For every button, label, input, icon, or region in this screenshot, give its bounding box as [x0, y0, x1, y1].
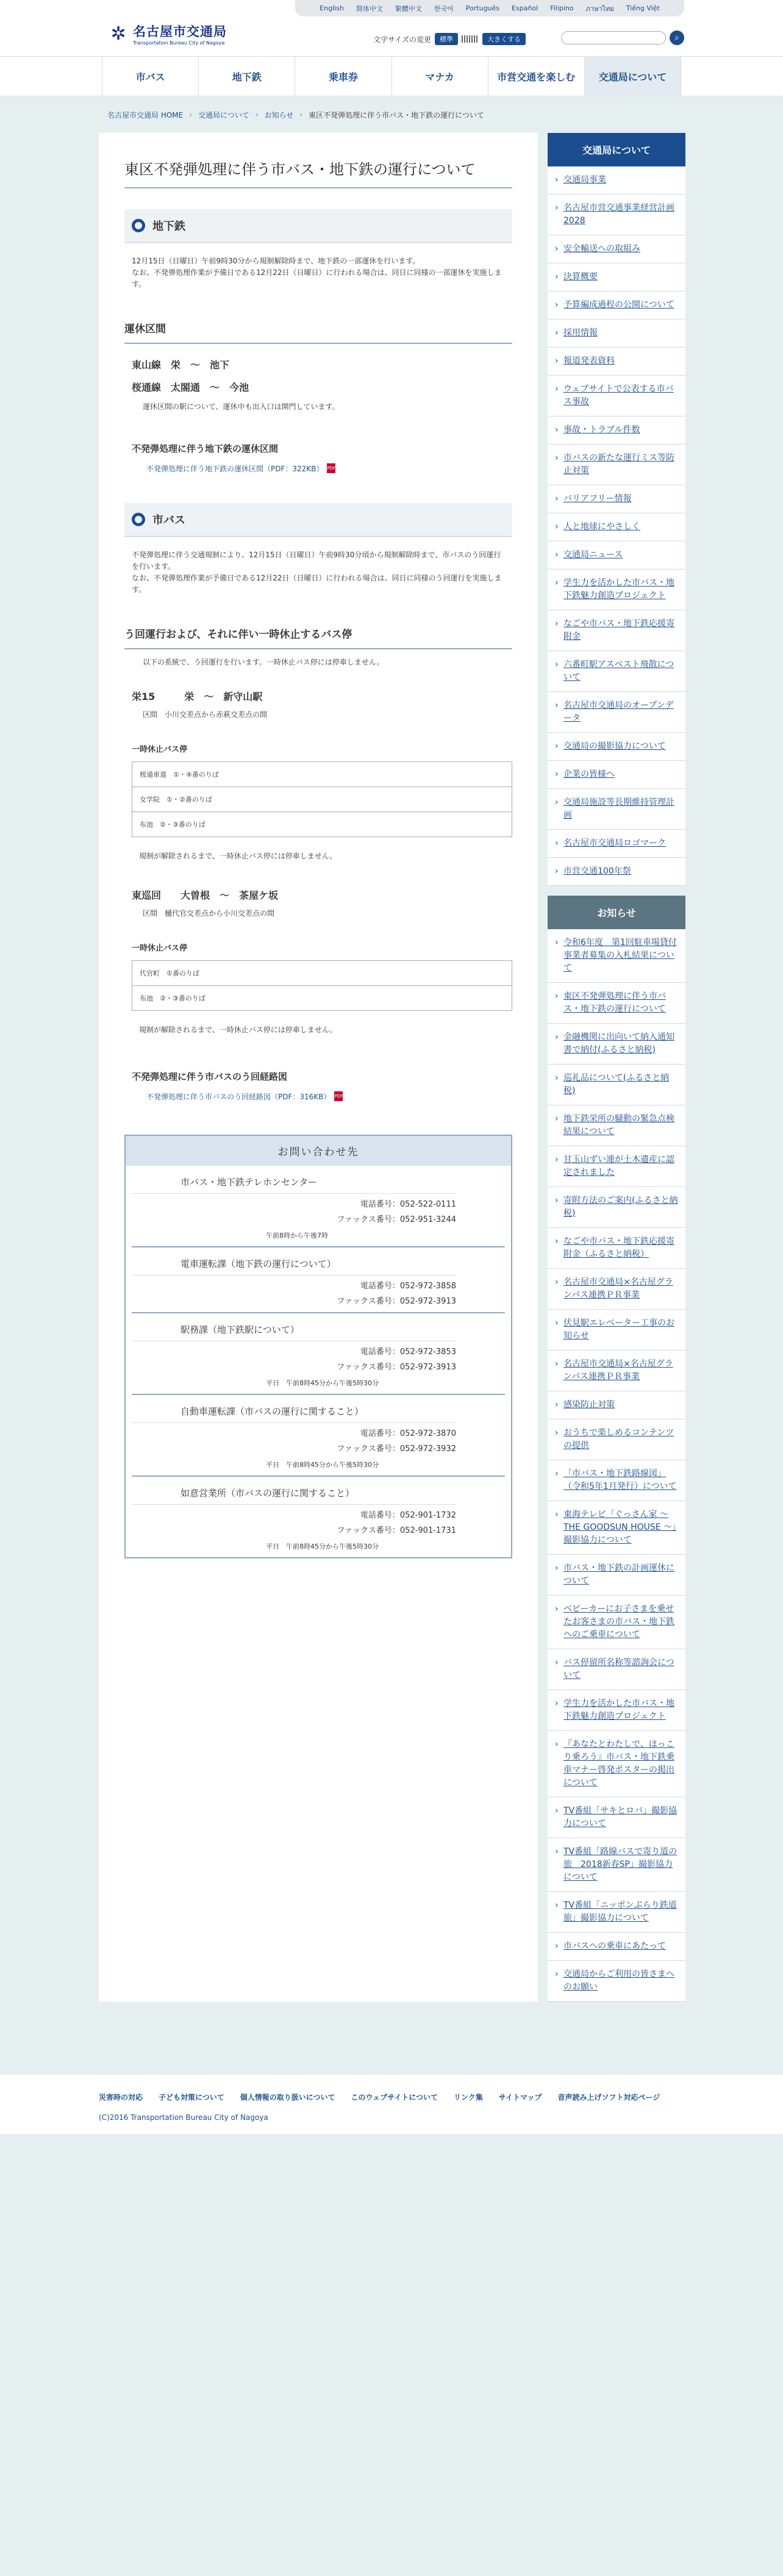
sidebar-news-list — [548, 929, 685, 2002]
contact-fax: ファックス番号：052-972-3913 — [337, 1362, 456, 1372]
footer-link[interactable]: このウェブサイトについて — [351, 2093, 438, 2102]
chevron-right-icon: › — [555, 384, 559, 394]
contact-item — [132, 1477, 505, 1557]
route-note: 運休区間の駅について、運休中も出入口は開門しています。 — [143, 402, 340, 411]
sidebar-news-item[interactable] — [548, 1146, 685, 1187]
nav-tickets[interactable]: 乗車券 — [295, 57, 391, 96]
search-icon[interactable]: ⌕ — [670, 30, 684, 45]
contact-name: 自動車運転課（市バスの運行に関すること） — [132, 1405, 456, 1423]
detour-section-heading: う回運行および、それに伴い一時休止するバス停 — [124, 626, 512, 649]
sidebar-news-item[interactable] — [548, 1501, 685, 1555]
sidebar-news-link[interactable]: 東区不発弾処理に伴う市バス・地下鉄の運行について — [563, 991, 666, 1014]
chevron-right-icon: › — [555, 1073, 559, 1083]
chevron-right-icon: › — [555, 619, 559, 629]
contact-fax: ファックス番号：052-901-1731 — [337, 1525, 456, 1535]
sidebar-news-item[interactable] — [548, 1933, 685, 1961]
chevron-right-icon: › — [555, 203, 559, 213]
stops-table — [132, 960, 512, 1011]
lang-filipino[interactable]: Filipino — [550, 4, 574, 12]
sidebar-about-item[interactable] — [548, 416, 685, 444]
sidebar-about-item[interactable] — [548, 263, 685, 291]
logo-subtitle: Transportation Bureau City of Nagoya — [133, 40, 225, 46]
sidebar-about-item[interactable] — [548, 541, 685, 569]
contact-hours: 平日 午前8時45分から午後5時30分 — [266, 1379, 379, 1387]
stop-row: 桜通車道 ①・④番のりば — [132, 762, 512, 787]
breadcrumb-separator: › — [255, 110, 259, 119]
footer-link[interactable]: リンク集 — [454, 2093, 483, 2102]
sidebar-news-item[interactable] — [548, 1105, 685, 1146]
site-logo[interactable] — [107, 22, 227, 46]
contact-name: 駅務課（地下鉄駅について） — [132, 1323, 456, 1341]
sidebar-about-link[interactable]: 企業の皆様へ — [563, 769, 615, 779]
stops-heading: 一時休止バス停 — [132, 744, 188, 754]
footer-link[interactable]: 個人情報の取り扱いについて — [240, 2093, 335, 2102]
suspension-section-heading: 運休区間 — [124, 320, 512, 344]
sidebar-about-link[interactable]: 学生力を活かした市バス・地下鉄魅力創造プロジェクト — [563, 578, 674, 601]
chevron-right-icon: › — [555, 1277, 559, 1287]
sidebar-news-item[interactable] — [548, 1555, 685, 1596]
sidebar-news-link[interactable]: ベビーカーにお子さまを乗せたお客さまの市バス・地下鉄へのご乗車について — [563, 1604, 674, 1639]
footer-link[interactable]: 音声読み上げソフト対応ページ — [557, 2093, 660, 2102]
chevron-right-icon: › — [555, 425, 559, 435]
contact-name: 如意営業所（市バスの運行に関すること） — [132, 1486, 456, 1505]
sidebar-news-link[interactable]: 寄附方法のご案内(ふるさと納税) — [563, 1196, 678, 1218]
sidebar-news-link[interactable]: 巡礼品について(ふるさと納税) — [563, 1073, 670, 1096]
nav-enjoy[interactable]: 市営交通を楽しむ — [488, 57, 584, 96]
chevron-right-icon: › — [555, 328, 559, 338]
sidebar-news-link[interactable]: 甘玉山ずい連が土木遺産に認定されました — [563, 1155, 674, 1177]
sidebar-news-link[interactable]: 名古屋市交通局×名古屋グランパス連携ＰＲ事業 — [563, 1359, 673, 1382]
sidebar-about-link[interactable]: 名古屋市営交通事業経営計画2028 — [563, 203, 674, 226]
lang-chinese-traditional[interactable]: 繁體中文 — [395, 4, 422, 13]
contact-title: お問い合わせ先 — [126, 1136, 511, 1166]
route-higashiyama: 東山線 栄 〜 池下 — [132, 359, 230, 371]
sidebar-news-link[interactable]: 感染防止対策 — [563, 1400, 615, 1410]
subway-pdf-heading: 不発弾処理に伴う地下鉄の運休区間 — [132, 443, 279, 454]
contact-phone: 電話番号：052-972-3853 — [360, 1347, 456, 1357]
chevron-right-icon: › — [555, 1969, 559, 1979]
chevron-right-icon: › — [555, 300, 559, 310]
bus-note-2: なお、不発弾処理作業が予備日である12月22日（日曜日）に行われる場合は、同日に同様のう回運行を実施します。 — [132, 574, 502, 594]
sidebar-about-link[interactable]: バリアフリー情報 — [563, 494, 632, 504]
chevron-right-icon: › — [555, 522, 559, 532]
contact-phone: 電話番号：052-972-3858 — [360, 1281, 456, 1291]
textsize-bar-icon — [462, 35, 479, 43]
sidebar-news-item[interactable] — [548, 1797, 685, 1838]
main-content — [99, 133, 538, 2002]
chevron-right-icon: › — [555, 1563, 559, 1573]
route-higashi-junkai: 東巡回 大曽根 〜 茶屋ケ坂 — [132, 889, 279, 901]
site-header — [0, 0, 783, 56]
lang-spanish[interactable]: Español — [512, 4, 538, 12]
bus-heading — [124, 503, 512, 537]
chevron-right-icon: › — [555, 701, 559, 710]
chevron-right-icon: › — [555, 866, 559, 876]
contact-phone: 電話番号：052-901-1732 — [360, 1510, 456, 1520]
sidebar-about-link[interactable]: 事故・トラブル件数 — [563, 425, 640, 435]
lang-chinese-simplified[interactable]: 简体中文 — [356, 4, 383, 13]
sidebar-news-link[interactable]: おうちで楽しめるコンテンツの提供 — [563, 1428, 674, 1450]
sidebar-about-item[interactable] — [548, 789, 685, 830]
sidebar-news-link[interactable]: TV番組「サキとロバ」撮影協力について — [563, 1806, 678, 1829]
stop-row: 代官町 ①番のりば — [132, 961, 512, 986]
bus-heading-text: 市バス — [152, 513, 185, 527]
page-title: 東区不発弾処理に伴う市バス・地下鉄の運行について — [124, 157, 512, 188]
lang-korean[interactable]: 한국어 — [434, 4, 454, 13]
sidebar-news-title: お知らせ — [548, 896, 685, 929]
sidebar-news-item[interactable] — [548, 983, 685, 1024]
sidebar-about-link[interactable]: 予算編成過程の公開について — [563, 300, 674, 310]
subway-heading-text: 地下鉄 — [152, 220, 185, 233]
sidebar-about-item[interactable] — [548, 235, 685, 263]
chevron-right-icon: › — [555, 550, 559, 560]
ring-icon — [132, 513, 145, 526]
stops-footnote: 規制が解除されるまで、一時休止バス停には停車しません。 — [139, 1025, 337, 1034]
sidebar-about-list — [548, 166, 685, 886]
chevron-right-icon: › — [555, 938, 559, 947]
contact-item — [132, 1395, 505, 1477]
logo-title: 名古屋市交通局 — [133, 24, 227, 39]
sidebar-news-item[interactable] — [548, 1269, 685, 1310]
contact-hours: 平日 午前8時45分から午後5時30分 — [266, 1460, 379, 1469]
logo-mark-icon: ✲ — [110, 23, 126, 45]
chevron-right-icon: › — [555, 244, 559, 254]
chevron-right-icon: › — [555, 1847, 559, 1857]
sidebar-about-item[interactable] — [548, 610, 685, 651]
sidebar-about-item[interactable] — [548, 651, 685, 692]
chevron-right-icon: › — [555, 1806, 559, 1816]
contact-item — [132, 1313, 505, 1395]
sidebar-news-item[interactable] — [548, 1838, 685, 1892]
chevron-right-icon: › — [555, 272, 559, 282]
sidebar-news-link[interactable]: 地下鉄栄所の騒動の緊急点検結果について — [563, 1114, 674, 1136]
sidebar-news-link[interactable]: 伏見駅エレベーター工事のお知らせ — [563, 1318, 674, 1341]
chevron-right-icon: › — [555, 356, 559, 366]
sidebar-about-link[interactable]: 交通局施設等長期維持管理計画 — [563, 797, 674, 820]
chevron-right-icon: › — [555, 1236, 559, 1246]
breadcrumb — [0, 96, 783, 133]
contact-item — [132, 1247, 505, 1313]
sidebar-about-item[interactable] — [548, 376, 685, 416]
sidebar-news-link[interactable]: TV番組「路線バスで寄り道の旅 2018新春SP」撮影協力について — [563, 1847, 678, 1882]
contact-name: 市バス・地下鉄テレホンセンター — [132, 1176, 456, 1194]
sidebar-news-item[interactable] — [548, 1391, 685, 1419]
sidebar — [548, 133, 685, 2002]
sidebar-about-item[interactable] — [548, 166, 685, 194]
sidebar-about-item[interactable] — [548, 761, 685, 789]
sidebar-about-link[interactable]: 人と地球にやさしく — [563, 522, 640, 532]
sidebar-about-item[interactable] — [548, 830, 685, 858]
chevron-right-icon: › — [555, 1155, 559, 1165]
stop-row: 布池 ②・③番のりば — [140, 820, 206, 829]
sidebar-about-item[interactable] — [548, 733, 685, 761]
chevron-right-icon: › — [555, 1032, 559, 1042]
chevron-right-icon: › — [555, 175, 559, 185]
nav-subway[interactable]: 地下鉄 — [198, 57, 295, 96]
sidebar-news-item[interactable] — [548, 1731, 685, 1797]
sidebar-news-link[interactable]: TV番組「ニッポンぶらり鉄道旅」撮影協力について — [563, 1900, 677, 1923]
bus-note — [124, 537, 512, 608]
sidebar-about-link[interactable]: ウェブサイトで公表する市バス事故 — [563, 384, 674, 407]
sidebar-about-link[interactable]: 交通局の撮影協力について — [563, 741, 666, 751]
stops-footnote: 規制が解除されるまで、一時休止バス停には停車しません。 — [139, 851, 337, 860]
route-sakae15: 栄15 栄 〜 新守山駅 — [132, 690, 263, 702]
lang-vietnamese[interactable]: Tiếng Việt — [626, 4, 660, 12]
sidebar-about-item[interactable] — [548, 485, 685, 513]
sidebar-news-item[interactable] — [548, 1460, 685, 1501]
sidebar-about-link[interactable]: 名古屋市交通局ロゴマーク — [563, 838, 666, 848]
textsize-standard-button[interactable]: 標準 — [435, 33, 458, 45]
stop-row: 布池 ②・③番のりば — [140, 994, 206, 1002]
contact-name: 電車運転課（地下鉄の運行について） — [132, 1257, 456, 1276]
language-bar — [295, 0, 684, 16]
chevron-right-icon: › — [555, 1941, 559, 1951]
contact-box — [124, 1135, 512, 1558]
textsize-control — [373, 33, 526, 45]
bus-pdf-link-row — [124, 1083, 512, 1110]
sidebar-news-link[interactable]: 東海テレビ「ぐっさん家 〜 THE GOODSUN HOUSE 〜」撮影協力について — [563, 1510, 677, 1545]
breadcrumb-home[interactable]: 名古屋市交通局 HOME — [107, 110, 184, 120]
sidebar-about-title[interactable]: 交通局について — [548, 133, 685, 166]
sidebar-news-item[interactable] — [548, 1961, 685, 2002]
textsize-large-button[interactable]: 大きくする — [482, 33, 526, 45]
sidebar-news-item[interactable] — [548, 1596, 685, 1649]
sidebar-news-link[interactable]: 市バスへの乗車にあたって — [563, 1941, 666, 1951]
sidebar-news-item[interactable] — [548, 1649, 685, 1690]
chevron-right-icon: › — [555, 1318, 559, 1328]
sidebar-about-item[interactable] — [548, 348, 685, 376]
chevron-right-icon: › — [555, 453, 559, 463]
sidebar-news-item[interactable] — [548, 1065, 685, 1105]
footer-links — [99, 2092, 783, 2102]
sidebar-about-link[interactable]: 報道発表資料 — [563, 356, 615, 366]
contact-item — [132, 1166, 505, 1247]
route-sakuradori: 桜通線 太閤通 〜 今池 — [132, 381, 249, 393]
chevron-right-icon: › — [555, 660, 559, 669]
bus-note-1: 不発弾処理に伴う交通規制により、12月15日（日曜日）午前9時30分頃から規制解除時まで、市バスのう回運行を行います。 — [132, 550, 501, 571]
footer-link[interactable]: サイトマップ — [498, 2093, 542, 2102]
footer-link[interactable]: 子ども対策について — [159, 2093, 224, 2102]
sidebar-news-link[interactable]: 金融機関に出向いて納入通知書で納付(ふるさと納税) — [563, 1032, 674, 1055]
sidebar-news-item[interactable] — [548, 1310, 685, 1350]
sidebar-about-item[interactable] — [548, 319, 685, 348]
stops-table — [132, 762, 512, 837]
ring-icon — [132, 219, 145, 232]
bus-pdf-heading: 不発弾処理に伴う市バスのう回経路図 — [132, 1071, 288, 1082]
chevron-right-icon: › — [555, 494, 559, 504]
breadcrumb-separator: › — [299, 110, 303, 119]
sidebar-about-link[interactable]: 交通局事業 — [563, 175, 606, 185]
sidebar-about-item[interactable] — [548, 291, 685, 319]
detour-section-note: 以下の系統で、う回運行を行います。一時休止バス停には停車しません。 — [143, 657, 384, 666]
sidebar-news-link[interactable]: 名古屋市交通局×名古屋グランパス連携ＰＲ事業 — [563, 1277, 673, 1300]
sidebar-news-link[interactable]: 学生力を活かした市バス・地下鉄魅力創造プロジェクト — [563, 1699, 674, 1721]
chevron-right-icon: › — [555, 769, 559, 779]
chevron-right-icon: › — [555, 1699, 559, 1708]
chevron-right-icon: › — [555, 838, 559, 848]
textsize-label: 文字サイズの変更 — [373, 35, 432, 44]
chevron-right-icon: › — [555, 1510, 559, 1519]
stops-heading: 一時休止バス停 — [132, 943, 188, 953]
copyright: (C)2016 Transportation Bureau City of Nagoya — [99, 2113, 268, 2122]
sidebar-about-link[interactable]: 六番町駅アスベスト飛散について — [563, 660, 674, 682]
sidebar-about-item[interactable] — [548, 194, 685, 235]
search-area — [561, 30, 684, 45]
sidebar-about-link[interactable]: 名古屋市交通局のオープンデータ — [563, 701, 674, 723]
sidebar-news-link[interactable]: バス停留所名称等諮詢会について — [563, 1658, 674, 1680]
sidebar-about-link[interactable]: 採用情報 — [563, 328, 598, 338]
breadcrumb-separator: › — [189, 110, 193, 119]
chevron-right-icon: › — [555, 741, 559, 751]
breadcrumb-about[interactable]: 交通局について — [198, 110, 249, 120]
sidebar-about-link[interactable]: 安全輸送への取組み — [563, 244, 640, 254]
sidebar-news-item[interactable] — [548, 1228, 685, 1269]
sidebar-news-item[interactable] — [548, 1690, 685, 1731]
chevron-right-icon: › — [555, 1428, 559, 1438]
chevron-right-icon: › — [555, 797, 559, 807]
chevron-right-icon: › — [555, 1739, 559, 1749]
contact-hours: 平日 午前8時45分から午後5時30分 — [266, 1542, 379, 1550]
contact-fax: ファックス番号：052-951-3244 — [337, 1215, 456, 1224]
lang-thai[interactable]: ภาษาไทย — [585, 4, 614, 13]
route-sakae15-desc: 区間 小川交差点から赤萩交差点の間 — [143, 710, 268, 719]
contact-fax: ファックス番号：052-972-3913 — [337, 1296, 456, 1306]
chevron-right-icon: › — [555, 991, 559, 1001]
sidebar-about-item[interactable] — [548, 569, 685, 610]
pdf-icon: PDF — [334, 1091, 343, 1101]
route-higashi-junkai-desc: 区間 樋代官交差点から小川交差点の間 — [143, 908, 275, 918]
sidebar-news-link[interactable]: 『あなたとわたしで、ほっこり乗ろう』市バス・地下鉄乗車マナー啓発ポスターの掲出について — [563, 1739, 674, 1788]
sidebar-about-item[interactable] — [548, 858, 685, 886]
subway-pdf-link-row — [124, 455, 512, 482]
sidebar-about-link[interactable]: 市バスの新たな運行ミス等防止対策 — [563, 453, 674, 476]
sidebar-news-link[interactable]: 交通局からご利用の皆さまへのお願い — [563, 1969, 674, 1992]
breadcrumb-current: 東区不発弾処理に伴う市バス・地下鉄の運行について — [309, 110, 484, 120]
contact-phone: 電話番号：052-522-0111 — [360, 1199, 456, 1209]
chevron-right-icon: › — [555, 1900, 559, 1910]
sidebar-about-link[interactable]: 決算概要 — [563, 272, 598, 282]
subway-heading — [124, 209, 512, 243]
pdf-icon: PDF — [327, 463, 335, 473]
sidebar-news-item[interactable] — [548, 1350, 685, 1391]
sidebar-news-item[interactable] — [548, 1419, 685, 1460]
chevron-right-icon: › — [555, 1658, 559, 1668]
subway-note-1: 12月15日（日曜日）午前9時30分から規制解除時まで、地下鉄の一部運休を行います。 — [132, 257, 420, 265]
chevron-right-icon: › — [555, 1114, 559, 1124]
sidebar-about-link[interactable]: 交通局ニュース — [563, 550, 623, 560]
nav-about[interactable]: 交通局について — [584, 57, 681, 96]
nav-bus[interactable]: 市バス — [102, 57, 198, 96]
sidebar-about-item[interactable] — [548, 513, 685, 541]
global-nav — [0, 56, 783, 96]
sidebar-news-item[interactable] — [548, 1024, 685, 1065]
sidebar-news-item[interactable] — [548, 929, 685, 983]
sidebar-news-link[interactable]: 令和6年度 第1回駐車場貸付事業者募集の入札結果について — [563, 938, 677, 973]
sidebar-about-link[interactable]: 市営交通100年祭 — [563, 866, 631, 876]
chevron-right-icon: › — [555, 1469, 559, 1479]
sidebar-news-link[interactable]: 市バス・地下鉄の計画運休について — [563, 1563, 674, 1586]
contact-phone: 電話番号：052-972-3870 — [360, 1429, 456, 1438]
footer-link[interactable]: 災害時の対応 — [99, 2093, 143, 2102]
stop-row: 女学院 ①・②番のりば — [132, 787, 512, 812]
subway-pdf-link[interactable]: 不発弾処理に伴う地下鉄の運休区間（PDF：322KB） — [146, 464, 324, 473]
nav-manaca[interactable]: マナカ — [392, 57, 488, 96]
sidebar-news-item[interactable] — [548, 1187, 685, 1228]
sidebar-about-item[interactable] — [548, 444, 685, 485]
lang-english[interactable]: English — [320, 4, 344, 12]
subway-note-2: なお、不発弾処理作業が予備日である12月22日（日曜日）に行われる場合は、同日に同様の一部運休を実施します。 — [132, 268, 502, 289]
chevron-right-icon: › — [555, 1196, 559, 1205]
sidebar-news-link[interactable]: 「市バス・地下鉄路線図」（令和5年1月発行）について — [563, 1469, 677, 1491]
subway-note — [124, 243, 512, 303]
chevron-right-icon: › — [555, 578, 559, 588]
contact-fax: ファックス番号：052-972-3932 — [337, 1444, 456, 1454]
sidebar-about-link[interactable]: なごや市バス・地下鉄応援寄附金 — [563, 619, 674, 641]
search-input[interactable] — [561, 31, 666, 45]
chevron-right-icon: › — [555, 1359, 559, 1369]
bus-pdf-link[interactable]: 不発弾処理に伴う市バスのう回経路図（PDF：316KB） — [146, 1092, 331, 1101]
chevron-right-icon: › — [555, 1604, 559, 1614]
lang-portuguese[interactable]: Português — [465, 4, 500, 12]
site-footer — [0, 2075, 783, 2134]
chevron-right-icon: › — [555, 1400, 559, 1410]
breadcrumb-news[interactable]: お知らせ — [264, 110, 294, 120]
sidebar-news-link[interactable]: なごや市バス・地下鉄応援寄附金（ふるさと納税） — [563, 1236, 674, 1259]
contact-hours: 午前8時から午後7時 — [266, 1231, 328, 1240]
sidebar-about-item[interactable] — [548, 692, 685, 733]
sidebar-news-item[interactable] — [548, 1892, 685, 1933]
